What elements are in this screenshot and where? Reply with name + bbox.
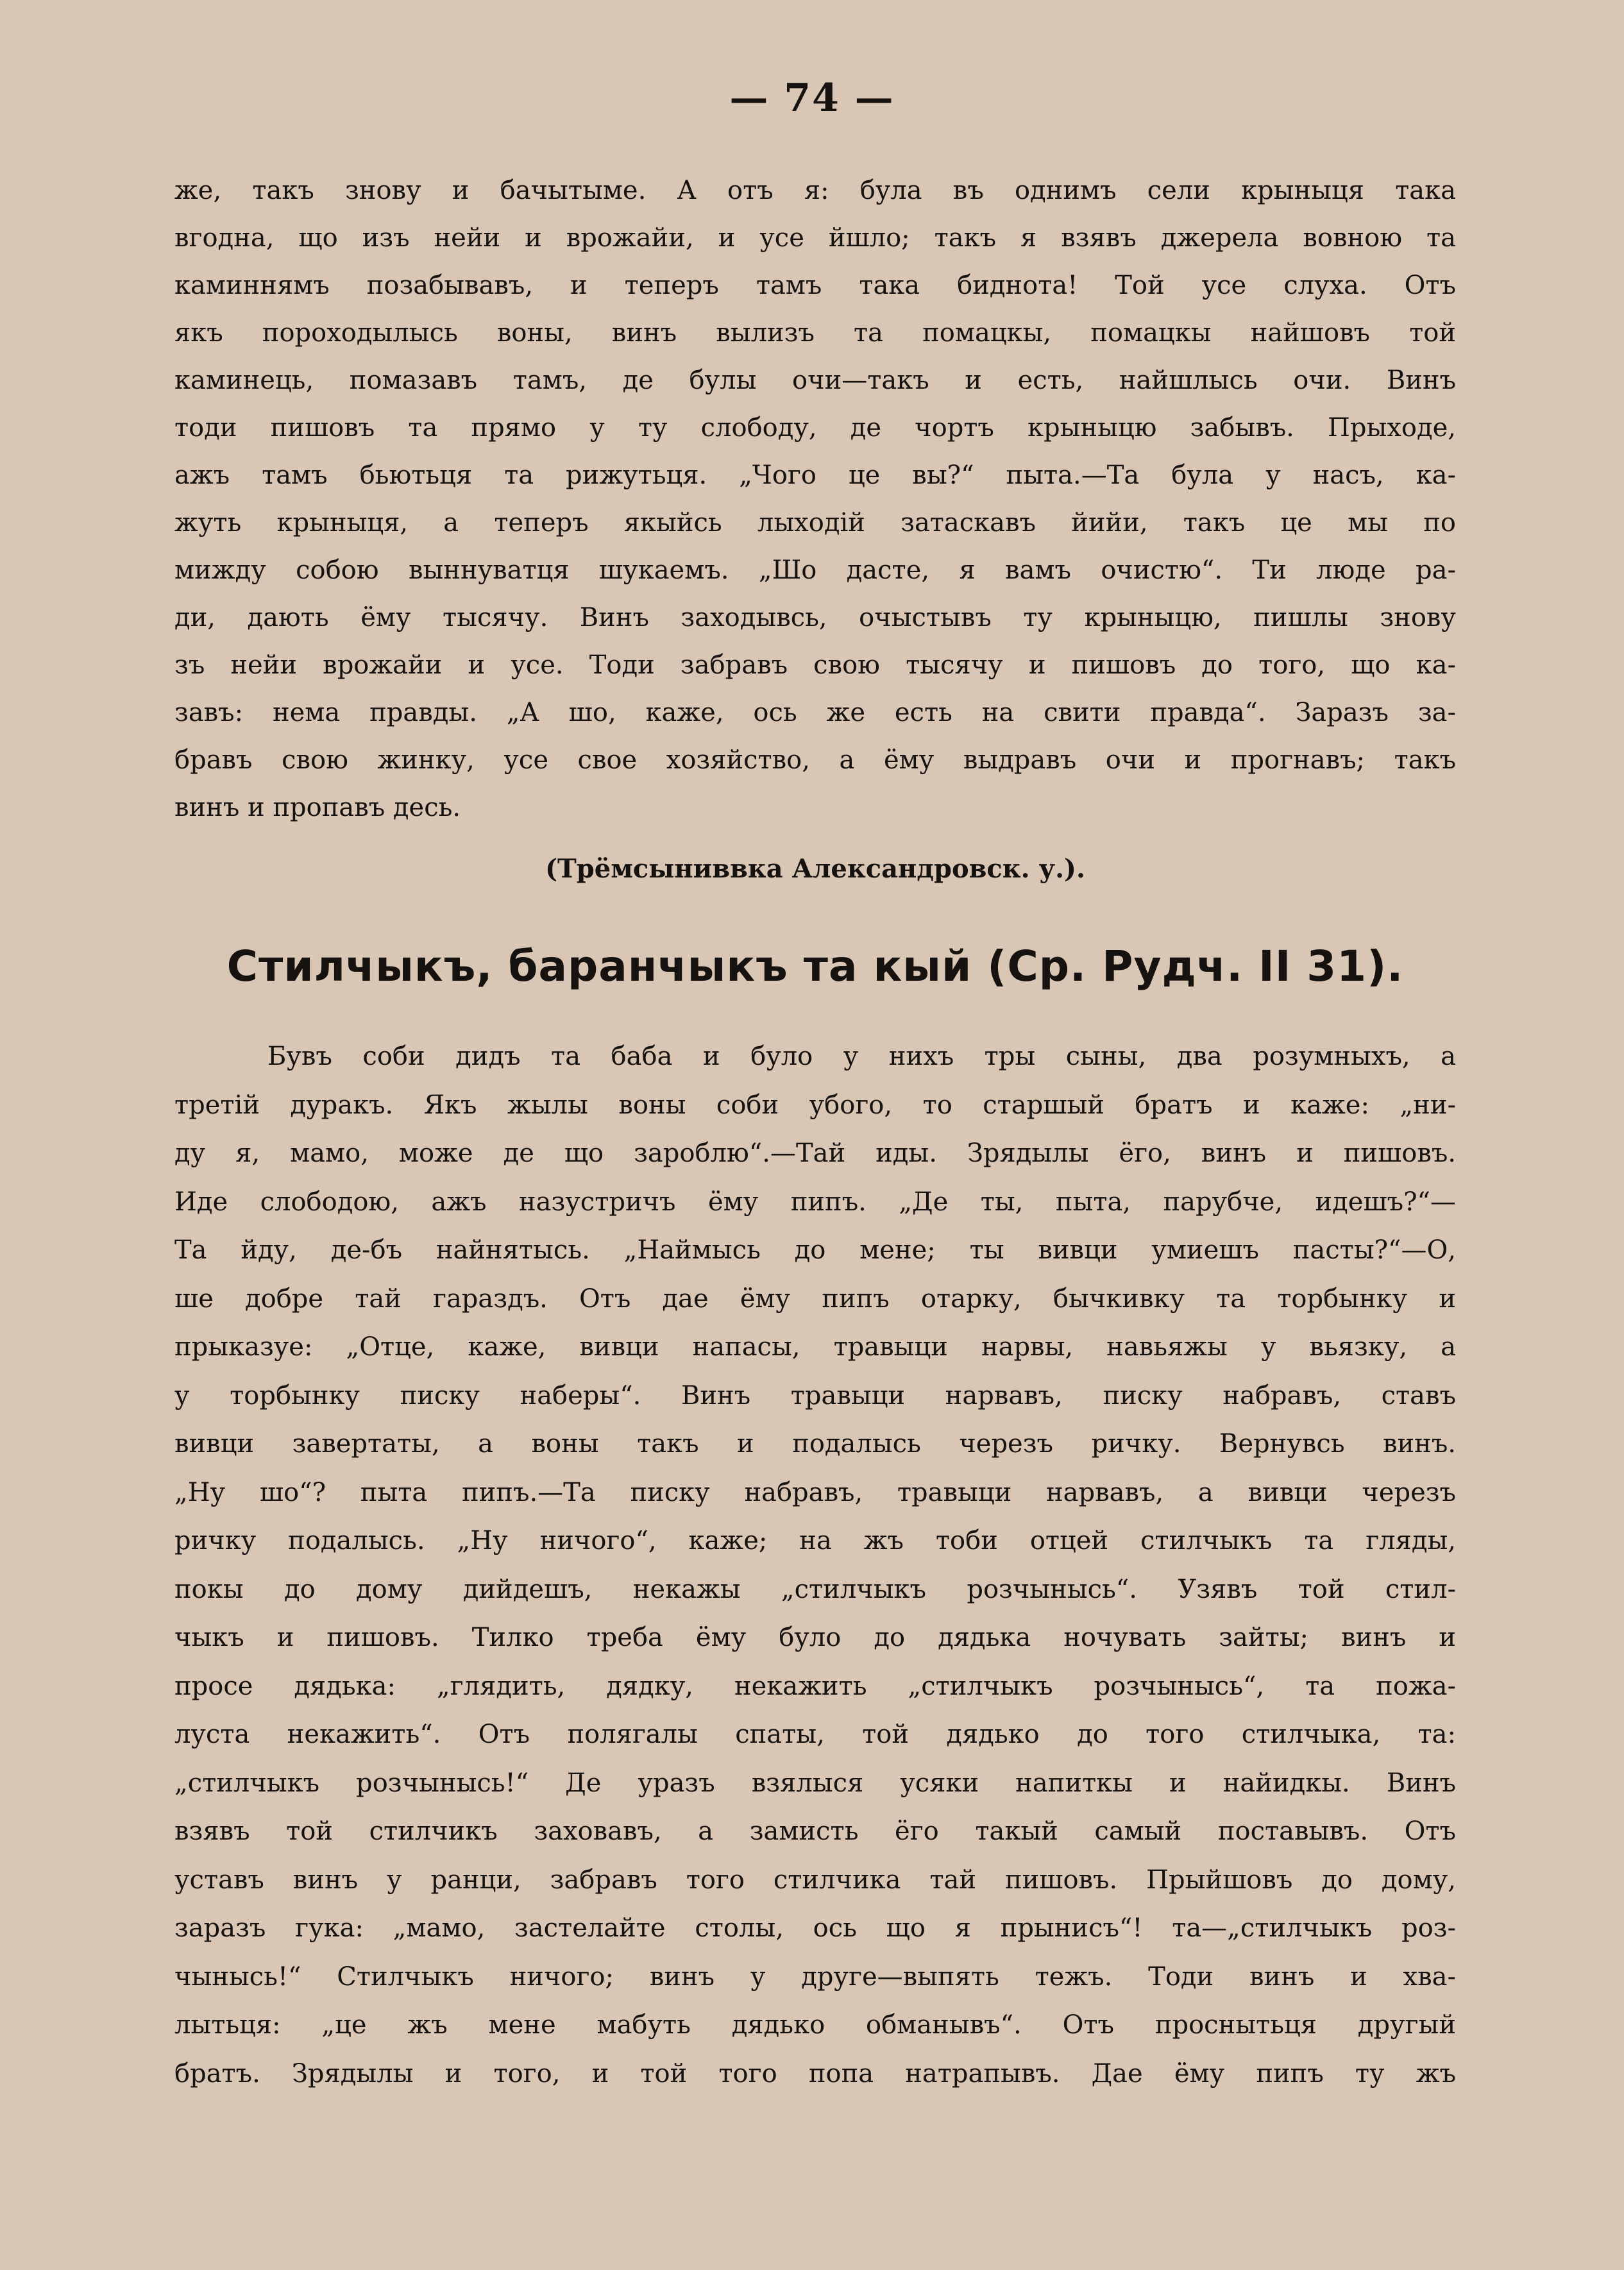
text-line: Та йду, де-бъ найнятысь. „Наймысь до мене; ты вивци умиешъ пасты?“—О, xyxy=(174,1235,1456,1265)
text-line: покы до дому дийдешъ, некажы „стилчыкъ розчынысь“. Узявъ той стил- xyxy=(174,1574,1456,1604)
text-line: завъ: нема правды. „А шо, каже, ось же есть на свити правда“. Заразъ за- xyxy=(174,698,1456,727)
text-line: вивци завертаты, а воны такъ и подалысь черезъ ричку. Вернувсь винъ. xyxy=(174,1429,1456,1459)
text-line: взявъ той стилчикъ заховавъ, а замисть ёго такый самый поставывъ. Отъ xyxy=(174,1817,1456,1846)
text-line: чыкъ и пишовъ. Тилко треба ёму було до дядька ночувать зайты; винъ и xyxy=(174,1623,1456,1652)
text-line: каминець, помазавъ тамъ, де булы очи—такъ и есть, найшлысь очи. Винъ xyxy=(174,366,1456,395)
text-line: мижду собою выннуватця шукаемъ. „Шо дасте, я вамъ очистю“. Ти люде ра- xyxy=(174,555,1456,585)
text-line: бравъ свою жинку, усе свое хозяйство, а ёму выдравъ очи и прогнавъ; такъ xyxy=(174,745,1456,775)
text-line: у торбынку писку наберы“. Винъ травыци нарвавъ, писку набравъ, ставъ xyxy=(174,1380,1456,1410)
text-line: ду я, мамо, може де що зароблю“.—Тай иды. Зрядылы ёго, винъ и пишовъ. xyxy=(174,1139,1456,1168)
text-line: уставъ винъ у ранци, забравъ того стилчика тай пишовъ. Прыйшовъ до дому, xyxy=(174,1865,1456,1895)
text-line: чынысь!“ Стилчыкъ ничого; винъ у друге—выпять тежъ. Тоди винъ и хва- xyxy=(174,1961,1456,1992)
page-number: — 74 — xyxy=(729,76,895,121)
text-line: заразъ гука: „мамо, застелайте столы, ось що я прынисъ“! та—„стилчыкъ роз- xyxy=(174,1913,1456,1943)
text-line: вгодна, що изъ нейи и врожайи, и усе йшло; такъ я взявъ джерела вовною та xyxy=(174,223,1456,253)
previous-tale-text xyxy=(174,167,1456,831)
text-line: ажъ тамъ бьютьця та рижутьця. „Чого це вы?“ пыта.—Та була у насъ, ка- xyxy=(174,461,1456,490)
text-line: „стилчыкъ розчынысь!“ Де уразъ взялыся усяки напиткы и найидкы. Винъ xyxy=(174,1768,1456,1798)
text-line: третій дуракъ. Якъ жылы воны соби убого, то старшый братъ и каже: „ни- xyxy=(174,1090,1456,1120)
text-line: же, такъ знову и бачытыме. А отъ я: була въ однимъ сели крыныця така xyxy=(174,176,1456,205)
text-line: ше добре тай гараздъ. Отъ дае ёму пипъ отарку, бычкивку та торбынку и xyxy=(174,1283,1456,1314)
text-line: винъ и пропавъ десь. xyxy=(174,793,461,822)
text-line: лытьця: „це жъ мене мабуть дядько обманывъ“. Отъ проснытьця другый xyxy=(174,2010,1456,2040)
text-line: каминнямъ позабывавъ, и теперъ тамъ така биднота! Той усе слуха. Отъ xyxy=(174,271,1456,300)
text-line: прыказуе: „Отце, каже, вивци напасы, травыци нарвы, навьяжы у вьязку, а xyxy=(174,1332,1456,1362)
text-line: тоди пишовъ та прямо у ту слободу, де чортъ крыныцю забывъ. Прыходе, xyxy=(174,413,1456,443)
text-line: просе дядька: „глядить, дядку, некажить „стилчыкъ розчынысь“, та пожа- xyxy=(174,1671,1456,1701)
tale-source-citation: (Трёмсыниввка Александровск. у.). xyxy=(545,854,1085,884)
text-line: братъ. Зрядылы и того, и той того попа натрапывъ. Дае ёму пипъ ту жъ xyxy=(174,2058,1456,2088)
text-line: луста некажить“. Отъ полягалы спаты, той дядько до того стилчыка, та: xyxy=(174,1720,1456,1749)
text-line: зъ нейи врожайи и усе. Тоди забравъ свою тысячу и пишовъ до того, що ка- xyxy=(174,650,1456,680)
text-line: якъ пороходылысь воны, винъ вылизъ та помацкы, помацкы найшовъ той xyxy=(174,318,1456,348)
text-line: ричку подалысь. „Ну ничого“, каже; на жъ тоби отцей стилчыкъ та гляды, xyxy=(174,1526,1456,1555)
text-line: жуть крыныця, а теперъ якыйсь лыходій затаскавъ йийи, такъ це мы по xyxy=(174,508,1456,538)
story-text xyxy=(174,1033,1456,2098)
text-line: Иде слободою, ажъ назустричъ ёму пипъ. „Де ты, пыта, парубче, идешъ?“— xyxy=(174,1187,1456,1217)
story-title: Стилчыкъ, баранчыкъ та кый (Ср. Рудч. II 31). xyxy=(226,942,1404,991)
text-line: „Ну шо“? пыта пипъ.—Та писку набравъ, травыци нарвавъ, а вивци черезъ xyxy=(174,1477,1456,1507)
text-line: ди, дають ёму тысячу. Винъ заходывсь, очыстывъ ту крыныцю, пишлы знову xyxy=(174,603,1456,632)
text-line: Бувъ соби дидъ та баба и було у нихъ тры сыны, два розумныхъ, а xyxy=(267,1042,1456,1071)
